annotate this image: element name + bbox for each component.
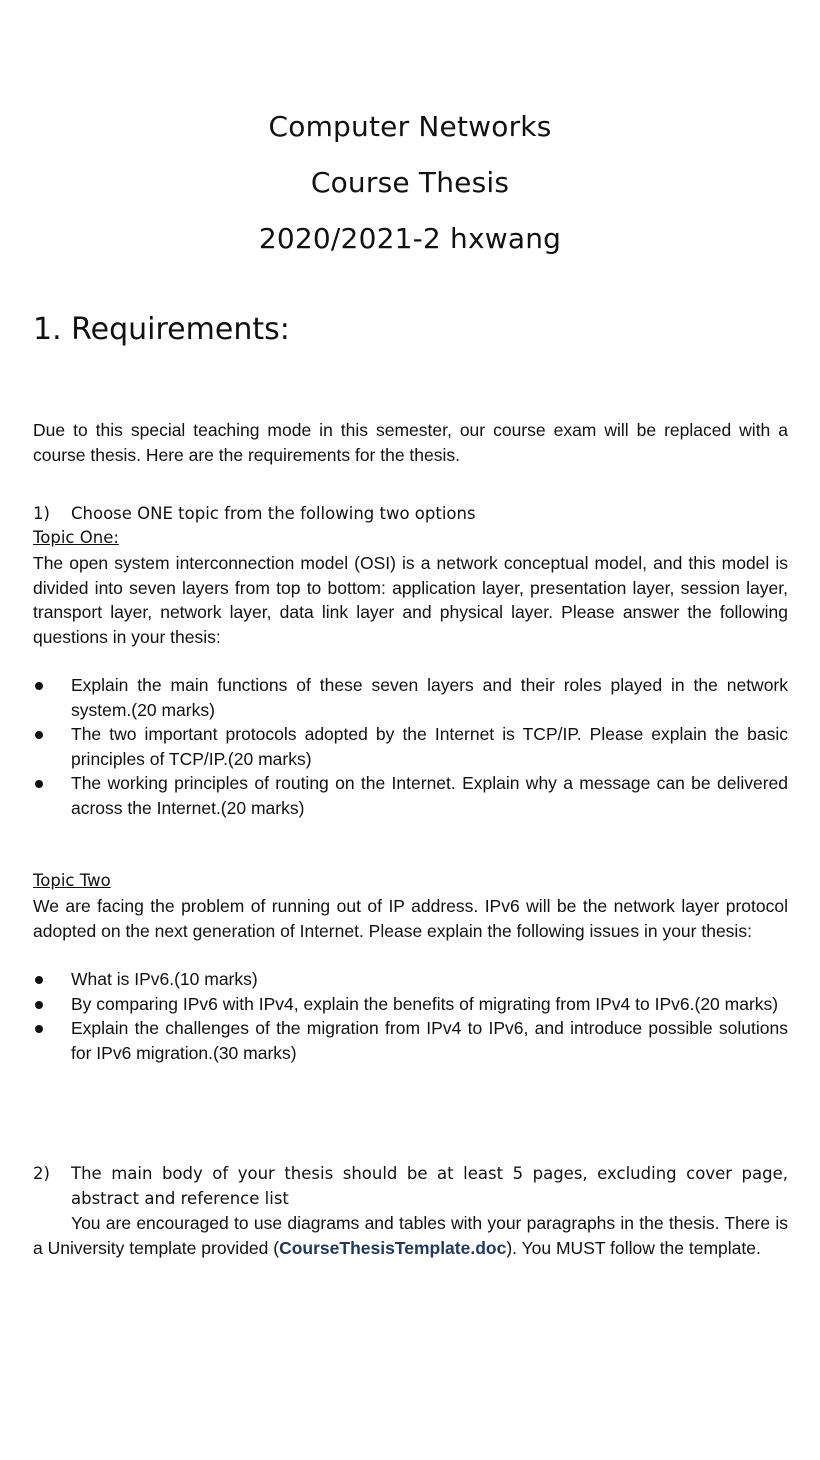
requirement-item-1: [33, 502, 788, 527]
bullet-icon: [35, 1001, 43, 1009]
bullet-icon: [35, 731, 43, 739]
topic-one-label: Topic One:: [33, 528, 119, 547]
list-item: By comparing IPv6 with IPv4, explain the benefits of migrating from IPv4 to IPv6.(20 marks): [33, 992, 788, 1017]
topic-two-description: We are facing the problem of running out of IP address. IPv6 will be the network layer protocol adopted on the next generation of Internet. Please explain the following issues in your thesis:: [33, 896, 788, 941]
bullet-icon: [35, 1025, 43, 1033]
item-number: 1): [33, 504, 50, 523]
bullet-icon: [35, 780, 43, 788]
template-file-link[interactable]: CourseThesisTemplate.doc: [279, 1237, 507, 1258]
closing-text: You are encouraged to use diagrams and tables with your paragraphs in the thesis. There is a University template provided: [33, 1213, 788, 1258]
list-item: The two important protocols adopted by the Internet is TCP/IP. Please explain the basic principles of TCP/IP.(20 marks): [33, 722, 788, 771]
topic-two-bullet-list: [33, 967, 788, 1065]
document-type-title: Course Thesis: [310, 166, 510, 199]
list-item: The working principles of routing on the Internet. Explain why a message can be delivered across the Internet.(20 marks): [33, 771, 788, 820]
bullet-icon: [35, 976, 43, 984]
closing-paragraph: You are encouraged to use diagrams and tables with your paragraphs in the thesis. There is a University template provided (CourseThesisTemplate.doc). You MUST follow the template.: [33, 1213, 788, 1258]
topic-one-bullet-list: [33, 673, 788, 820]
item-text: Choose ONE topic from the following two options: [71, 504, 476, 523]
topic-two-label: Topic Two: [33, 871, 111, 890]
topic-one-description: The open system interconnection model (OSI) is a network conceptual model, and this model is divided into seven layers from top to bottom: application layer, presentation layer, session layer, transport layer, network layer, data link layer and physical layer. Please answer the following questions in your thesis:: [33, 553, 788, 647]
bullet-icon: [35, 682, 43, 690]
item-number: 2): [33, 1164, 50, 1183]
list-item: Explain the main functions of these seven layers and their roles played in the network system.(20 marks): [33, 673, 788, 722]
intro-paragraph: Due to this special teaching mode in this semester, our course exam will be replaced with a course thesis. Here are the requirements for the thesis.: [33, 420, 788, 465]
list-item: Explain the challenges of the migration from IPv4 to IPv6, and introduce possible solutions for IPv6 migration.(30 marks): [33, 1016, 788, 1065]
section-heading: 1. Requirements:: [33, 312, 290, 347]
term-author-title: 2020/2021-2 hxwang: [258, 222, 562, 255]
item-text: The main body of your thesis should be at least 5 pages, excluding cover page, abstract and reference list: [71, 1164, 788, 1208]
list-item: What is IPv6.(10 marks): [33, 967, 788, 992]
requirement-item-2: [33, 1162, 788, 1211]
course-title: Computer Networks: [268, 110, 552, 143]
